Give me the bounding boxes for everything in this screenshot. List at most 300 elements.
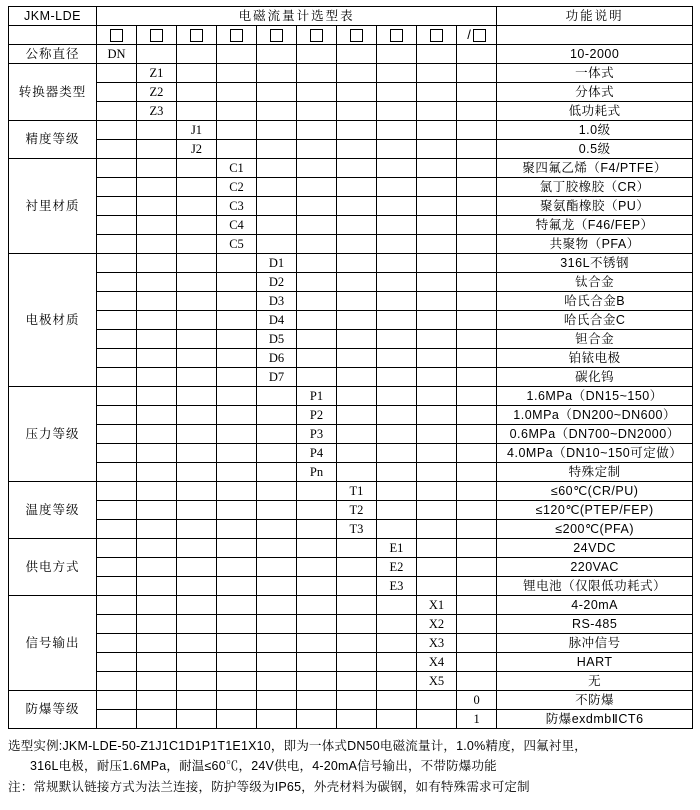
empty-cell — [417, 330, 457, 349]
empty-cell — [457, 121, 497, 140]
empty-cell — [457, 653, 497, 672]
table-row — [9, 482, 693, 501]
empty-cell — [377, 216, 417, 235]
option-code[interactable]: E2 — [377, 558, 417, 577]
code-box-3[interactable] — [177, 26, 217, 45]
empty-cell — [457, 273, 497, 292]
empty-cell — [177, 64, 217, 83]
empty-cell — [417, 45, 457, 64]
option-code[interactable]: D4 — [257, 311, 297, 330]
option-code[interactable]: Z1 — [137, 64, 177, 83]
empty-cell — [297, 596, 337, 615]
empty-cell — [337, 596, 377, 615]
row-label-2: 转换器类型 — [9, 64, 97, 121]
empty-cell — [457, 311, 497, 330]
empty-cell — [337, 121, 377, 140]
option-code[interactable]: X1 — [417, 596, 457, 615]
code-box-1[interactable] — [97, 26, 137, 45]
empty-cell — [457, 482, 497, 501]
empty-cell — [377, 387, 417, 406]
option-description: 哈氏合金B — [497, 292, 693, 311]
empty-cell — [137, 444, 177, 463]
empty-cell — [217, 520, 257, 539]
table-row — [9, 311, 693, 330]
empty-cell — [177, 558, 217, 577]
empty-cell — [257, 406, 297, 425]
empty-cell — [377, 330, 417, 349]
option-code[interactable]: Pn — [297, 463, 337, 482]
empty-cell — [417, 216, 457, 235]
empty-cell — [337, 425, 377, 444]
empty-cell — [217, 349, 257, 368]
code-box-9[interactable] — [417, 26, 457, 45]
empty-cell — [137, 368, 177, 387]
empty-cell — [217, 406, 257, 425]
empty-cell — [257, 672, 297, 691]
empty-cell — [217, 482, 257, 501]
empty-cell — [297, 83, 337, 102]
empty-cell — [297, 140, 337, 159]
empty-cell — [337, 387, 377, 406]
empty-cell — [417, 311, 457, 330]
empty-cell — [417, 83, 457, 102]
code-box-4[interactable] — [217, 26, 257, 45]
row-label-7: 温度等级 — [9, 482, 97, 539]
empty-cell — [377, 311, 417, 330]
empty-cell — [217, 140, 257, 159]
code-box-wrap — [137, 26, 176, 44]
option-description: 0.6MPa（DN700~DN2000） — [497, 425, 693, 444]
empty-cell — [417, 463, 457, 482]
empty-cell — [257, 577, 297, 596]
table-row — [9, 520, 693, 539]
option-code[interactable]: T3 — [337, 520, 377, 539]
empty-cell — [417, 577, 457, 596]
row-label-5: 电极材质 — [9, 254, 97, 387]
model-prefix-cell: JKM-LDE — [9, 7, 97, 26]
empty-cell — [257, 159, 297, 178]
empty-cell — [377, 615, 417, 634]
empty-cell — [137, 558, 177, 577]
option-code[interactable]: D7 — [257, 368, 297, 387]
option-code[interactable]: X5 — [417, 672, 457, 691]
note-remark: 注：常规默认链接方式为法兰连接，防护等级为IP65，外壳材料为碳钢，如有特殊需求可定制 — [8, 779, 530, 794]
table-row — [9, 254, 693, 273]
empty-cell — [97, 482, 137, 501]
empty-cell — [297, 273, 337, 292]
empty-cell — [337, 710, 377, 729]
note-example-line1: 选型实例:JKM-LDE-50-Z1J1C1D1P1T1E1X10，即为一体式DN50电磁流量计，1.0%精度，四氟衬里， — [8, 739, 587, 753]
empty-cell — [177, 577, 217, 596]
empty-cell — [417, 368, 457, 387]
option-description: RS-485 — [497, 615, 693, 634]
empty-cell — [297, 368, 337, 387]
option-code[interactable]: C1 — [217, 159, 257, 178]
empty-cell — [377, 254, 417, 273]
empty-cell — [297, 558, 337, 577]
empty-cell — [417, 520, 457, 539]
option-description: 1.0级 — [497, 121, 693, 140]
option-code[interactable]: D2 — [257, 273, 297, 292]
option-description: 脉冲信号 — [497, 634, 693, 653]
table-row — [9, 273, 693, 292]
option-code[interactable]: DN — [97, 45, 137, 64]
option-code[interactable]: E3 — [377, 577, 417, 596]
option-description: 共聚物（PFA） — [497, 235, 693, 254]
option-code[interactable]: Z3 — [137, 102, 177, 121]
table-row — [9, 634, 693, 653]
code-box-wrap — [337, 26, 376, 44]
empty-cell — [137, 197, 177, 216]
empty-cell — [337, 615, 377, 634]
empty-cell — [257, 596, 297, 615]
option-description: 碳化钨 — [497, 368, 693, 387]
empty-cell — [337, 558, 377, 577]
empty-cell — [377, 710, 417, 729]
option-description: 锂电池（仅限低功耗式） — [497, 577, 693, 596]
row-label-8: 供电方式 — [9, 539, 97, 596]
option-description: 无 — [497, 672, 693, 691]
option-description: 316L不锈钢 — [497, 254, 693, 273]
empty-cell — [137, 672, 177, 691]
empty-cell — [177, 311, 217, 330]
empty-cell — [417, 178, 457, 197]
empty-cell — [337, 444, 377, 463]
header-row — [9, 7, 693, 26]
empty-cell — [297, 64, 337, 83]
code-box-7[interactable] — [337, 26, 377, 45]
empty-cell — [217, 634, 257, 653]
empty-cell — [257, 425, 297, 444]
code-box-explosion[interactable] — [457, 26, 497, 45]
empty-cell — [97, 311, 137, 330]
option-description: ≤60℃(CR/PU) — [497, 482, 693, 501]
option-code[interactable]: C3 — [217, 197, 257, 216]
empty-cell — [297, 178, 337, 197]
empty-cell — [177, 159, 217, 178]
empty-cell — [177, 615, 217, 634]
empty-cell — [297, 691, 337, 710]
empty-cell — [217, 615, 257, 634]
empty-cell — [137, 254, 177, 273]
option-code[interactable]: X4 — [417, 653, 457, 672]
empty-cell — [417, 140, 457, 159]
option-description: 特氟龙（F46/FEP） — [497, 216, 693, 235]
empty-cell — [417, 387, 457, 406]
empty-cell — [337, 330, 377, 349]
empty-cell — [337, 292, 377, 311]
empty-cell — [337, 634, 377, 653]
spec-table-body — [9, 7, 693, 729]
option-description: 4.0MPa（DN10~150可定做） — [497, 444, 693, 463]
option-code[interactable]: P2 — [297, 406, 337, 425]
empty-cell — [377, 368, 417, 387]
option-description: 氯丁胶橡胶（CR） — [497, 178, 693, 197]
empty-cell — [137, 425, 177, 444]
empty-cell — [457, 140, 497, 159]
empty-cell — [97, 501, 137, 520]
empty-cell — [137, 140, 177, 159]
empty-cell — [97, 64, 137, 83]
checkbox-square-icon — [230, 29, 243, 42]
empty-cell — [337, 216, 377, 235]
checkbox-square-icon — [310, 29, 323, 42]
empty-cell — [457, 292, 497, 311]
option-code[interactable]: T2 — [337, 501, 377, 520]
code-box-8[interactable] — [377, 26, 417, 45]
empty-cell — [297, 672, 337, 691]
empty-cell — [137, 178, 177, 197]
empty-cell — [97, 178, 137, 197]
empty-cell — [337, 653, 377, 672]
option-code[interactable]: J2 — [177, 140, 217, 159]
empty-cell — [457, 444, 497, 463]
empty-cell — [297, 102, 337, 121]
empty-cell — [177, 368, 217, 387]
code-box-wrap — [417, 26, 456, 44]
empty-cell — [177, 178, 217, 197]
empty-cell — [257, 121, 297, 140]
empty-cell — [377, 406, 417, 425]
table-row — [9, 653, 693, 672]
option-description: 哈氏合金C — [497, 311, 693, 330]
option-description: 1.0MPa（DN200~DN600） — [497, 406, 693, 425]
empty-cell — [217, 387, 257, 406]
empty-cell — [457, 83, 497, 102]
empty-cell — [97, 425, 137, 444]
option-code[interactable]: C2 — [217, 178, 257, 197]
empty-cell — [377, 273, 417, 292]
empty-cell — [137, 615, 177, 634]
table-row — [9, 387, 693, 406]
empty-cell — [257, 691, 297, 710]
empty-cell — [137, 634, 177, 653]
empty-cell — [137, 539, 177, 558]
empty-cell — [257, 216, 297, 235]
empty-cell — [257, 634, 297, 653]
table-row — [9, 596, 693, 615]
empty-cell — [137, 235, 177, 254]
empty-cell — [377, 349, 417, 368]
empty-cell — [417, 710, 457, 729]
empty-cell — [97, 615, 137, 634]
empty-cell — [377, 292, 417, 311]
empty-cell — [257, 197, 297, 216]
table-row — [9, 368, 693, 387]
option-description: 1.6MPa（DN15~150） — [497, 387, 693, 406]
empty-cell — [297, 121, 337, 140]
option-code[interactable]: D3 — [257, 292, 297, 311]
empty-cell — [377, 121, 417, 140]
empty-cell — [377, 425, 417, 444]
empty-cell — [457, 159, 497, 178]
empty-cell — [257, 501, 297, 520]
code-box-row-label — [9, 26, 97, 45]
option-description: 分体式 — [497, 83, 693, 102]
empty-cell — [457, 45, 497, 64]
empty-cell — [337, 463, 377, 482]
option-code[interactable]: D5 — [257, 330, 297, 349]
empty-cell — [377, 653, 417, 672]
empty-cell — [177, 349, 217, 368]
empty-cell — [137, 482, 177, 501]
code-box-5[interactable] — [257, 26, 297, 45]
option-code[interactable]: C4 — [217, 216, 257, 235]
empty-cell — [417, 558, 457, 577]
option-code[interactable]: 1 — [457, 710, 497, 729]
empty-cell — [457, 102, 497, 121]
empty-cell — [417, 501, 457, 520]
empty-cell — [137, 520, 177, 539]
checkbox-square-icon — [430, 29, 443, 42]
empty-cell — [417, 349, 457, 368]
code-box-wrap — [377, 26, 416, 44]
empty-cell — [217, 444, 257, 463]
table-row — [9, 197, 693, 216]
table-row — [9, 235, 693, 254]
empty-cell — [417, 159, 457, 178]
empty-cell — [137, 216, 177, 235]
empty-cell — [177, 83, 217, 102]
empty-cell — [217, 45, 257, 64]
empty-cell — [177, 197, 217, 216]
table-row — [9, 691, 693, 710]
table-title: 电磁流量计选型表 — [97, 7, 497, 26]
empty-cell — [177, 387, 217, 406]
empty-cell — [137, 292, 177, 311]
empty-cell — [417, 197, 457, 216]
table-row — [9, 292, 693, 311]
table-row — [9, 64, 693, 83]
empty-cell — [137, 710, 177, 729]
empty-cell — [377, 501, 417, 520]
empty-cell — [177, 444, 217, 463]
empty-cell — [297, 159, 337, 178]
option-code[interactable]: D1 — [257, 254, 297, 273]
empty-cell — [257, 178, 297, 197]
empty-cell — [177, 330, 217, 349]
empty-cell — [177, 45, 217, 64]
code-box-wrap — [257, 26, 296, 44]
empty-cell — [137, 349, 177, 368]
empty-cell — [257, 444, 297, 463]
empty-cell — [137, 387, 177, 406]
empty-cell — [177, 596, 217, 615]
empty-cell — [297, 311, 337, 330]
checkbox-square-icon — [390, 29, 403, 42]
option-code[interactable]: Z2 — [137, 83, 177, 102]
empty-cell — [377, 197, 417, 216]
empty-cell — [137, 45, 177, 64]
code-box-wrap — [457, 26, 496, 44]
table-row — [9, 672, 693, 691]
table-row — [9, 159, 693, 178]
row-label-4: 衬里材质 — [9, 159, 97, 254]
empty-cell — [457, 387, 497, 406]
option-code[interactable]: P1 — [297, 387, 337, 406]
empty-cell — [97, 83, 137, 102]
empty-cell — [417, 691, 457, 710]
code-box-2[interactable] — [137, 26, 177, 45]
option-code[interactable]: J1 — [177, 121, 217, 140]
table-row — [9, 615, 693, 634]
option-code[interactable]: X3 — [417, 634, 457, 653]
empty-cell — [97, 691, 137, 710]
table-row — [9, 710, 693, 729]
option-code[interactable]: E1 — [377, 539, 417, 558]
empty-cell — [97, 634, 137, 653]
empty-cell — [97, 349, 137, 368]
option-code[interactable]: X2 — [417, 615, 457, 634]
empty-cell — [257, 45, 297, 64]
empty-cell — [97, 406, 137, 425]
option-description: 0.5级 — [497, 140, 693, 159]
option-code[interactable]: P3 — [297, 425, 337, 444]
option-code[interactable]: 0 — [457, 691, 497, 710]
empty-cell — [177, 710, 217, 729]
option-code[interactable]: P4 — [297, 444, 337, 463]
empty-cell — [97, 596, 137, 615]
empty-cell — [417, 64, 457, 83]
empty-cell — [177, 520, 217, 539]
row-label-1: 公称直径 — [9, 45, 97, 64]
option-description: 10-2000 — [497, 45, 693, 64]
empty-cell — [217, 539, 257, 558]
row-label-10: 防爆等级 — [9, 691, 97, 729]
empty-cell — [297, 520, 337, 539]
empty-cell — [97, 102, 137, 121]
empty-cell — [257, 64, 297, 83]
empty-cell — [297, 615, 337, 634]
option-description: 24VDC — [497, 539, 693, 558]
empty-cell — [417, 102, 457, 121]
empty-cell — [217, 558, 257, 577]
code-box-wrap — [297, 26, 336, 44]
empty-cell — [217, 672, 257, 691]
empty-cell — [97, 121, 137, 140]
table-row — [9, 140, 693, 159]
table-row — [9, 444, 693, 463]
checkbox-square-icon — [473, 29, 486, 42]
empty-cell — [97, 197, 137, 216]
empty-cell — [217, 425, 257, 444]
empty-cell — [137, 273, 177, 292]
empty-cell — [177, 634, 217, 653]
empty-cell — [177, 482, 217, 501]
option-code[interactable]: T1 — [337, 482, 377, 501]
empty-cell — [217, 691, 257, 710]
code-box-6[interactable] — [297, 26, 337, 45]
option-code[interactable]: C5 — [217, 235, 257, 254]
table-row — [9, 463, 693, 482]
empty-cell — [337, 140, 377, 159]
empty-cell — [97, 159, 137, 178]
option-description: HART — [497, 653, 693, 672]
checkbox-square-icon — [150, 29, 163, 42]
option-code[interactable]: D6 — [257, 349, 297, 368]
function-description-title: 功能说明 — [497, 7, 693, 26]
empty-cell — [257, 520, 297, 539]
code-box-wrap — [97, 26, 136, 44]
empty-cell — [217, 710, 257, 729]
option-description: 4-20mA — [497, 596, 693, 615]
empty-cell — [297, 577, 337, 596]
option-description: 钛合金 — [497, 273, 693, 292]
empty-cell — [257, 102, 297, 121]
empty-cell — [297, 254, 337, 273]
empty-cell — [457, 558, 497, 577]
table-row — [9, 577, 693, 596]
